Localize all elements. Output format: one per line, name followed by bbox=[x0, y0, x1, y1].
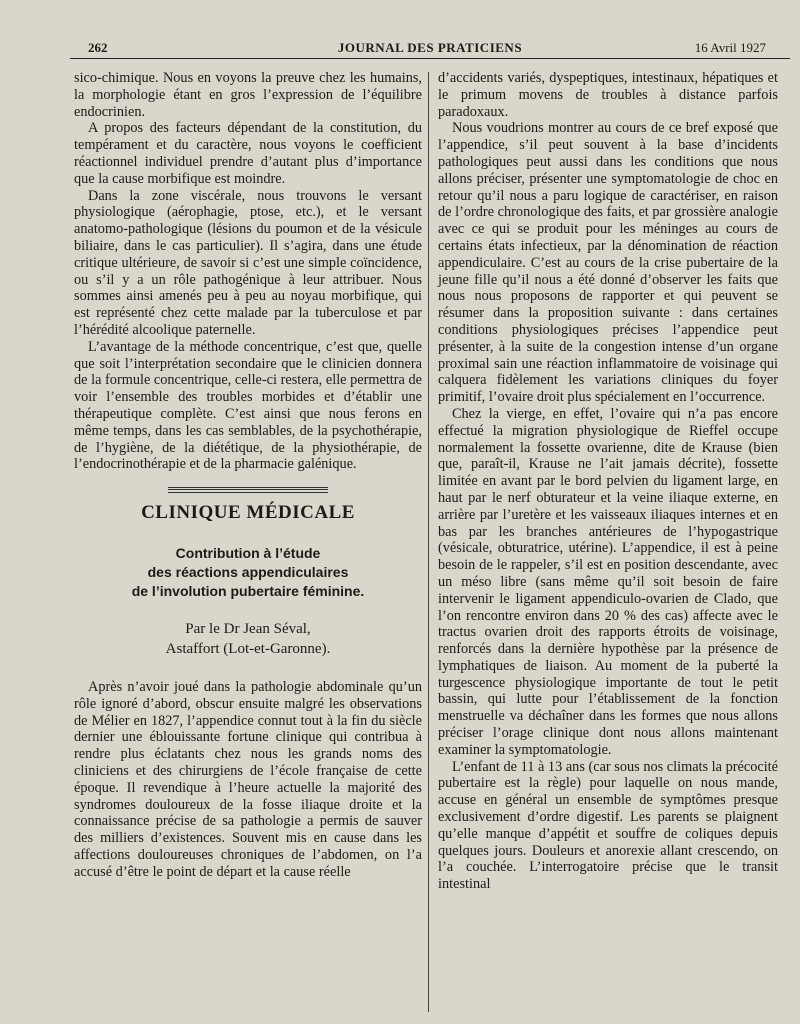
author-name: Par le Dr Jean Séval, bbox=[185, 620, 311, 637]
paragraph: sico-chimique. Nous en voyons la preuve chez les humains, la morphologie étant en gros l’expression de l’équilibre endocrinien. bbox=[74, 70, 422, 120]
issue-date: 16 Avril 1927 bbox=[694, 40, 766, 55]
article-title-line: des réactions appendiculaires bbox=[147, 563, 349, 580]
column-rule bbox=[428, 72, 429, 1012]
article-title-line: de l’involution pubertaire féminine. bbox=[131, 582, 365, 599]
author-location: Astaffort (Lot-et-Garonne). bbox=[165, 640, 331, 657]
journal-title: JOURNAL DES PRATICIENS bbox=[337, 40, 523, 55]
paragraph: L’avantage de la méthode concentrique, c’est que, quelle que soit l’interprétation secondaire que le clinicien donnera de la formule concentrique, celle-ci restera, elle permettra de voir l’ensemble des troubles morbides et d’établir une thérapeutique complète. C’est ainsi que nous ferons en même temps, dans les cas semblables, de la psychothérapie, de l’hygiène, de la diététique, de la physiothérapie, de l’endocrinothérapie et de la pharmacie galénique. bbox=[74, 338, 422, 473]
section-divider bbox=[168, 487, 328, 493]
paragraph: Nous voudrions montrer au cours de ce bref exposé que l’appendice, s’il peut souvent à la base d’incidents pathologiques peut aussi dans les conditions que nous allons préciser, présenter une symptomatologie de choc en retour qu’il nous a paru logique de caractériser, en raison de l’ordre chronologique des faits, et par grossière analogie avec ce qui se produit pour les méninges au cours de certains états infectieux, par la dénomination de réaction appendiculaire. C’est au cours de la crise pubertaire de la jeune fille qu’il nous a été donné d’observer les faits que nous nous proposons de rapporter et qui peuvent se résumer dans la proposition suivante : dans certaines conditions physiologiques précises l’appendice peut présenter, à la suite de la congestion intense d’un organe proximal sain une réaction inflammatoire de voisinage qui calquera fidèlement les variations cliniques du foyer primitif, l’ovaire droit plus spécialement en l’occurrence. bbox=[438, 120, 778, 406]
right-column bbox=[438, 70, 778, 893]
paragraph: Dans la zone viscérale, nous trouvons le versant physiologique (aérophagie, ptose, etc.), et le versant anatomo-pathologique (lésions du poumon et de la vésicule biliaire, dans le cas particulier). Il s’agira, dans une étude critique ultérieure, de savoir si c’est une simple coïncidence, ou s’il y a un rôle pathogénique à leur attribuer. Nous sommes ainsi amenés peu à peu au noyau morbifique, qui est représenté chez cette malade par la tuberculose et par l’hérédité alcoolique paternelle. bbox=[74, 187, 422, 338]
paragraph: A propos des facteurs dépendant de la constitution, du tempérament et du caractère, nous voyons le coefficient réactionnel individuel prendre d’autant plus d’importance que la cause morbifique est moindre. bbox=[74, 120, 422, 187]
author-block bbox=[74, 619, 422, 659]
page-header bbox=[88, 36, 772, 58]
paragraph: Chez la vierge, en effet, l’ovaire qui n’a pas encore effectué la migration physiologique de Rieffel occupe normalement la fossette ovarienne, dite de Krause (bien que, paraît-il, Krause ne l’ait jamais décrite), fossette limitée en avant par le bord pelvien du ligament large, en haut par le nerf obturateur et la veine iliaque externe, en arrière par l’uretère et les vaisseaux iliaques internes et en bas par les branches antérieures de l’hypogastrique (vésicale, obturatrice, utérine). L’appendice, il est à peine besoin de le rappeler, s’il est en position descendante, avec un méso libre (sans même qu’il soit besoin de faire intervenir le ligament appendiculo-ovarien de Clado, que l’on rencontre environ dans 20 % des cas) affecte avec le tractus ovarien droit des rapports étroits de voisinage, renforcés dans la dernière hypothèse par la présence de lymphatiques de liaison. Au moment de la puberté la turgescence physiologique importante de tout le petit bassin, qui lutte pour l’établissement de la fonction menstruelle va déchaîner dans les formes que nous allons préciser l’orage clinique dont nous allons maintenant examiner la symptomatologie. bbox=[438, 405, 778, 758]
paragraph: L’enfant de 11 à 13 ans (car sous nos climats la précocité pubertaire est la règle) pour laquelle on nous mande, accuse en général un ensemble de symptômes presque exclusivement d’ordre digestif. Les parents se plaignent qu’elle manque d’appétit et souffre de coliques depuis quelques jours. Douleurs et anorexie allant crescendo, on l’a couchée. L’interrogatoire précise que le transit intestinal bbox=[438, 758, 778, 893]
paragraph: d’accidents variés, dyspeptiques, intestinaux, hépatiques et le primum movens de troubles à distance parfois paradoxaux. bbox=[438, 70, 778, 120]
article-title bbox=[74, 544, 422, 601]
left-column bbox=[74, 70, 422, 880]
header-rule bbox=[70, 58, 790, 59]
page-number: 262 bbox=[88, 40, 108, 55]
article-title-line: Contribution à l’étude bbox=[175, 544, 321, 561]
paragraph: Après n’avoir joué dans la pathologie abdominale qu’un rôle ignoré d’abord, obscur ensuite malgré les observations de Mélier en 1827, l’appendice connut tout à la fin du siècle dernier une éblouissante fortune clinique qui contribua à rendre plus éclatants chez nous les grands noms des cliniciens et des chirurgiens de l’école française de cette époque. Il revendique à l’heure actuelle la majorité des syndromes douloureux de la fosse iliaque droite et la connaissance précise de sa pathologie a permis de sauver des milliers d’existences. Souvent mis en cause dans les affections douloureuses chroniques de l’abdomen, on l’a accusé d’être le point de départ et la cause réelle bbox=[74, 678, 422, 880]
section-title: CLINIQUE MÉDICALE bbox=[141, 502, 355, 524]
